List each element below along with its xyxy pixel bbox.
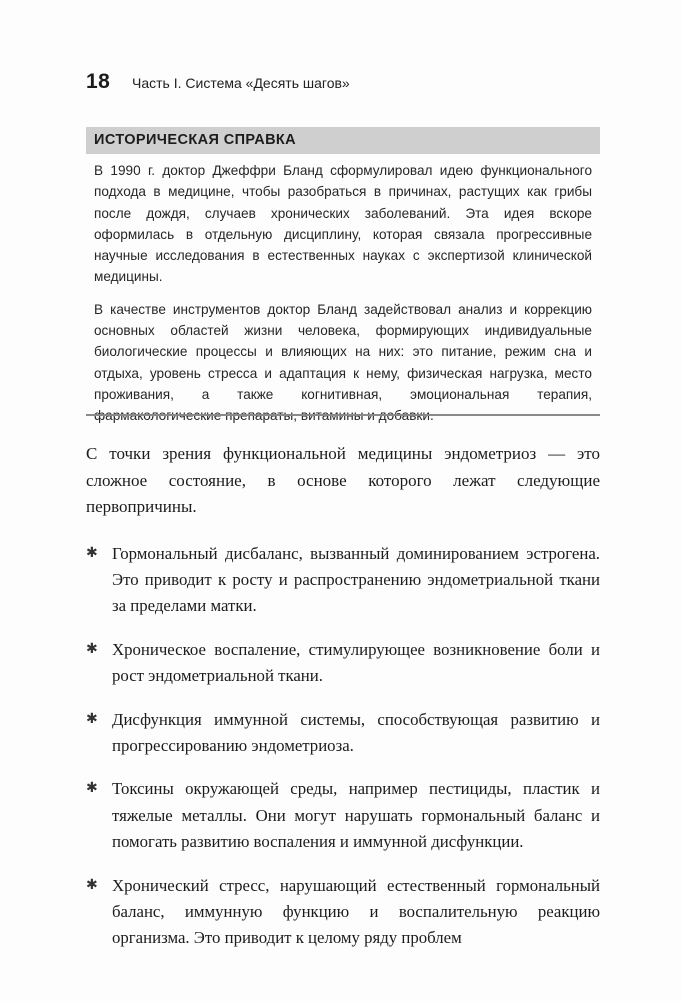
list-item <box>86 707 600 760</box>
list-item-text: Дисфункция иммунной системы, способствующая развитию и прогрессированию эндометриоза. <box>112 709 600 755</box>
intro-paragraph: С точки зрения функциональной медицины эндометриоз — это сложное состояние, в основе которого лежат следующие первопричины. <box>86 444 600 516</box>
main-text <box>86 441 600 969</box>
list-item-text: Хронический стресс, нарушающий естественный гормональный баланс, иммунную функцию и воспалительную реакцию организма. Это приводит к целому ряду проблем <box>112 875 600 948</box>
list-item-text: Гормональный дисбаланс, вызванный доминированием эстрогена. Это приводит к росту и распространению эндометриальной ткани за пределами матки. <box>112 543 600 616</box>
causes-list <box>86 541 600 952</box>
historical-note-divider <box>86 414 600 416</box>
asterisk-bullet-icon: ✱ <box>86 711 98 727</box>
historical-note-box <box>86 127 600 438</box>
list-item <box>86 776 600 855</box>
list-item <box>86 541 600 620</box>
list-item <box>86 873 600 952</box>
list-item-text: Токсины окружающей среды, например пестициды, пластик и тяжелые металлы. Они могут нарушать гормональный баланс и помогать развитию воспаления и иммунной дисфункции. <box>112 779 600 852</box>
historical-note-title: ИСТОРИЧЕСКАЯ СПРАВКА <box>86 127 600 154</box>
asterisk-bullet-icon: ✱ <box>86 545 98 561</box>
historical-note-paragraph: В качестве инструментов доктор Бланд задействовал анализ и коррекцию основных областей жизни человека, формирующих индивидуальные биологические процессы и влияющих на них: это питание, режим сна и отдыха, уровень стресса и адаптация к нему, физическая нагрузка, место проживания, а также когнитивная, эмоциональная терапия, <box>94 301 592 402</box>
asterisk-bullet-icon: ✱ <box>86 641 98 657</box>
asterisk-bullet-icon: ✱ <box>86 877 98 893</box>
asterisk-bullet-icon: ✱ <box>86 781 98 797</box>
historical-note-body <box>86 154 600 427</box>
page-number: 18 <box>86 70 111 93</box>
running-head: Часть I. Система «Десять шагов» <box>132 75 350 91</box>
list-item <box>86 637 600 690</box>
historical-note-paragraph: В 1990 г. доктор Джеффри Бланд сформулировал идею функционального подхода в медицине, чтобы разобраться в причинах, растущих как грибы после дождя, случаев хронических заболеваний. Эта идея вскоре оформилась в отдельную дисциплину, которая связала прогрессивные научные исследования в естественных науках с экспертизой клинической медицины. <box>94 163 592 285</box>
list-item-text: Хроническое воспаление, стимулирующее возникновение боли и рост эндометриальной ткани. <box>112 639 600 686</box>
page-header <box>86 70 350 94</box>
